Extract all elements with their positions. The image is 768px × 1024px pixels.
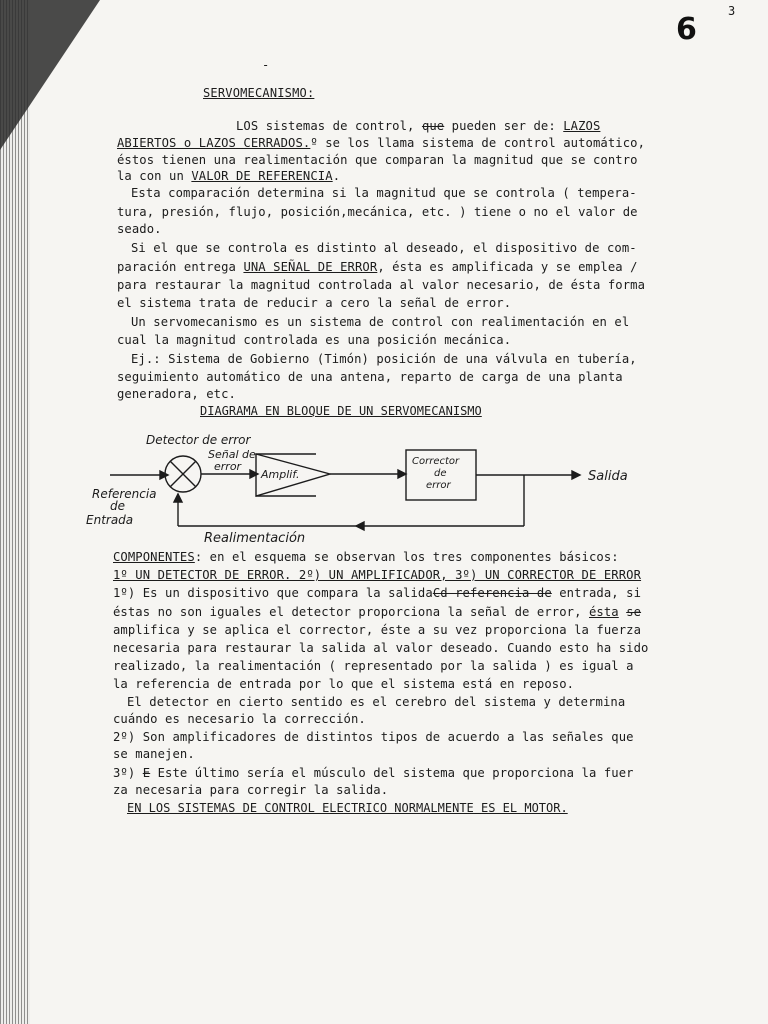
para2-line-2: tura, presión, flujo, posición,mecánica, etc. ) tiene o no el valor de [117,205,638,219]
corner-mark: 3 [728,4,736,18]
dash-mark: - [262,58,270,72]
para5-line-1: Ej.: Sistema de Gobierno (Timón) posición de una válvula en tubería, [131,352,637,366]
item3-line-1: 3º) E Este último sería el músculo del sistema que proporciona la fuer [113,766,634,780]
amp-label: Amplif. [261,468,300,481]
components-line-1: COMPONENTES: en el esquema se observan los tres componentes básicos: [113,550,619,564]
item3-line-2: za necesaria para corregir la salida. [113,783,389,797]
signal-label-2: error [214,460,242,473]
output-label: Salida [588,469,628,484]
reference-label-3: Entrada [86,513,134,527]
feedback-arrow [356,522,364,530]
corrector-label-2: de [434,468,447,479]
para3-line-1: Si el que se controla es distinto al deseado, el dispositivo de com- [131,241,637,255]
closing-statement: EN LOS SISTEMAS DE CONTROL ELECTRICO NORMALMENTE ES EL MOTOR. [127,801,568,815]
intro-line-2: ABIERTOS o LAZOS CERRADOS.º se los llama sistema de control automático, [117,136,646,150]
para2-line-3: seado. [117,222,162,236]
para3-line-3: para restaurar la magnitud controlada al valor necesario, de ésta forma [117,278,646,292]
block-diagram [80,428,660,548]
item1-line-1: 1º) Es un dispositivo que compara la salidaCd referencia de entrada, si [113,586,642,600]
intro-line-1: LOS sistemas de control, que pueden ser de: LAZOS [236,119,601,133]
para3-line-4: el sistema trata de reducir a cero la señal de error. [117,296,512,310]
para5-line-2: seguimiento automático de una antena, reparto de carga de una planta [117,370,623,384]
diagram-title: DIAGRAMA EN BLOQUE DE UN SERVOMECANISMO [200,404,482,418]
signal-label-1: Señal de [208,448,256,461]
components-line-2: 1º UN DETECTOR DE ERROR. 2º) UN AMPLIFICADOR, 3º) UN CORRECTOR DE ERROR [113,568,642,582]
item1-line-3: amplifica y se aplica el corrector, éste a su vez proporciona la fuerza [113,623,642,637]
reference-label-1: Referencia [92,487,157,501]
detector-note-line-1: El detector en cierto sentido es el cerebro del sistema y determina [127,695,626,709]
para4-line-2: cual la magnitud controlada es una posición mecánica. [117,333,512,347]
feedback-label: Realimentación [204,531,306,546]
corrector-label-1: Corrector [412,456,460,467]
item1-line-2: éstas no son iguales el detector proporciona la señal de error, ésta se [113,605,642,619]
detector-label: Detector de error [146,433,251,447]
item2-line-1: 2º) Son amplificadores de distintos tipos de acuerdo a las señales que [113,730,634,744]
detector-note-line-2: cuándo es necesario la corrección. [113,712,366,726]
feedback-up-arrow [174,494,182,502]
error-signal-arrow [250,470,258,478]
input-arrow [160,471,168,479]
scan-binding-edge [0,0,30,1024]
page-number-mark: 6 [676,12,697,47]
para4-line-1: Un servomecanismo es un sistema de control con realimentación en el [131,315,630,329]
page-title: SERVOMECANISMO: [203,86,315,100]
scan-shadow-corner [0,0,100,150]
item1-line-6: la referencia de entrada por lo que el sistema está en reposo. [113,677,575,691]
item1-line-4: necesaria para restaurar la salida al valor deseado. Cuando esto ha sido [113,641,649,655]
para2-line-1: Esta comparación determina si la magnitud que se controla ( tempera- [131,186,637,200]
para5-line-3: generadora, etc. [117,387,236,401]
intro-line-4: la con un VALOR DE REFERENCIA. [117,169,341,183]
amp-output-arrow [398,470,406,478]
corrector-label-3: error [426,480,451,491]
reference-label-2: de [110,499,125,513]
item1-line-5: realizado, la realimentación ( representado por la salida ) es igual a [113,659,634,673]
para3-line-2: paración entrega UNA SEÑAL DE ERROR, ésta es amplificada y se emplea / [117,260,638,274]
output-arrow [572,471,580,479]
intro-line-3: éstos tienen una realimentación que comparan la magnitud que se contro [117,153,638,167]
item2-line-2: se manejen. [113,747,195,761]
